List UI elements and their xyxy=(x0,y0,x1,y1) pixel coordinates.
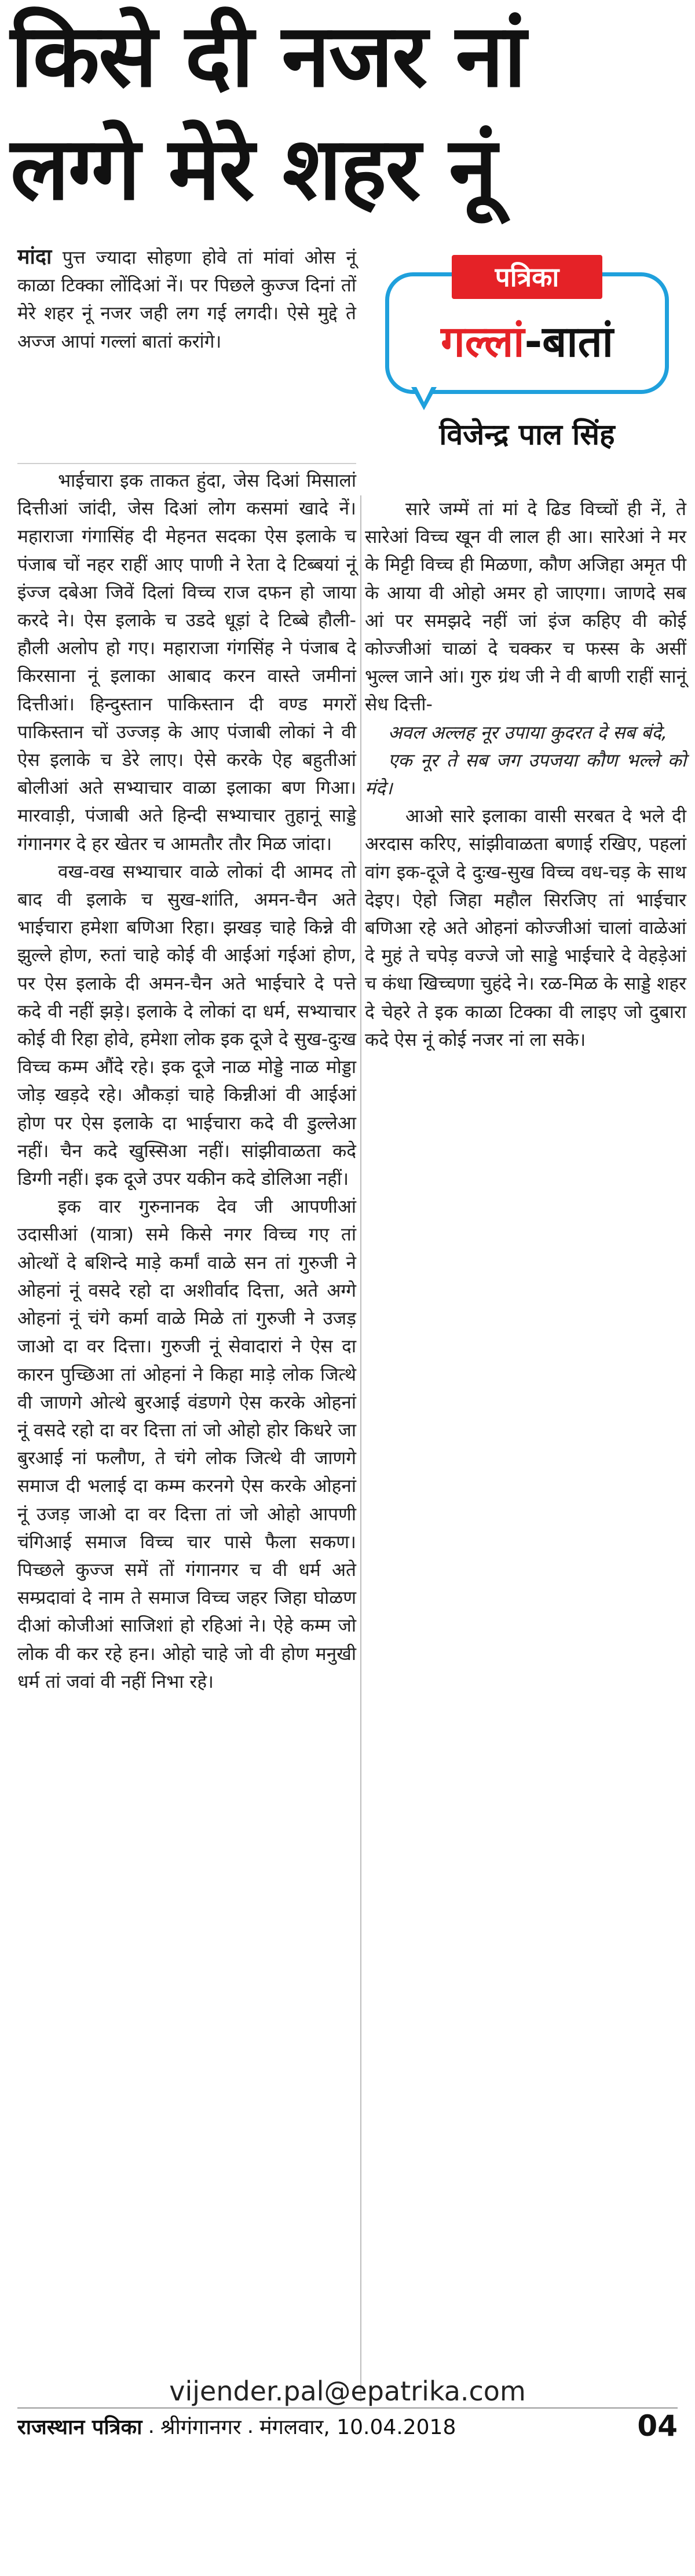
poem-line: अवल अल्लह नूर उपाया कुदरत दे सब बंदे, xyxy=(388,722,667,743)
column-title-part2: -बातां xyxy=(524,317,613,367)
footer-separator: . xyxy=(148,2414,155,2438)
author-byline: विजेन्द्र पाल सिंह xyxy=(439,418,615,451)
speech-bubble-tail-inner xyxy=(416,386,432,402)
article-column-right xyxy=(365,495,686,2396)
poem-line: एक नूर ते सब जग उपजया कौण भल्ले को मंदे। xyxy=(365,750,686,800)
column-divider xyxy=(360,495,361,2402)
intro-paragraph xyxy=(17,243,356,356)
article-paragraph: भाईचारा इक ताकत हुंदा, जेस दिआं मिसालां दित्तीआं जांदी, जेस दिआं लोग कसमां खादे नें। महाराजा गंगासिंह दी मेहनत सदका ऐस इलाके च पंजाब चों नहर राहीं आए पाणी ने रेता दे टिब्बयां नूं इंज्ज दबेआ जिवें दिलां विच्च राज दफन हो जाया करदे ने। ऐस इलाके च उडदे धूड़ां दे टिब्बे हौली-हौली अलोप हो गए। महाराजा गंगसिंह ने पंजाब दे किरसाना नूं इलाका आबाद करन वास्ते जमीनां दित्तीआं। हिन्दुस्तान पाकिस्तान दी वण्ड मगरों पाकिस्तान चों उज्जड़ के आए पंजाबी लोकां ने वी ऐस इलाके च डेरे लाए। ऐसे करके ऐह बहुतीआं बोलीआं अते सभ्याचार वाळा इलाका बण गिआ। मारवाड़ी, पंजाबी अते हिन्दी सभ्याचार तुहानूं साड्डे गंगानगर दे हर खेतर च आमतौर तौर मिळ जांदा। xyxy=(17,470,356,855)
footer-city: श्रीगंगानगर xyxy=(160,2415,242,2439)
footer-date: मंगलवार, 10.04.2018 xyxy=(259,2415,456,2439)
article-paragraph: आओ सारे इलाका वासी सरबत दे भले दी अरदास करिए, सांझीवाळता बणाई रखिए, पहलां वांग इक-दूजे दे दुःख-सुख विच्च वध-चड़ के साथ देइए। ऐहो जिहा महौल सिरजिए तां भाईचार बणिआ रहे अते ओहनां कोज्जीआं चालां वाळेआं दे मुहं ते चपेड़ वज्जे जो साड्डे भाईचारे दे वेहड़ेआं च कंधा खिच्चणा चुहंदे ने। रळ-मिळ के साड्डे शहर दे चेहरे ते इक काळा टिक्का वी लाइए जो दुबारा कदे ऐस नूं कोई नजर नां ला सके। xyxy=(365,806,686,1050)
article-paragraph: सारे जम्में तां मां दे ढिड विच्चों ही नें, ते सारेआं विच्च खून वी लाल ही आ। सारेआं ने मर के मिट्टी विच्च ही मिळणा, कौण अजिहा अमृत पी के आया वी ओहो अमर हो जाएगा। जाणदे सब आं पर समझदे नहीं जां इंज कहिए वी कोई कोज्जीआं चाळां दे चक्कर च फस्स के असीं भुल्ल जाने आं। गुरु ग्रंथ जी ने वी बाणी राहीं सानूं सेध दित्ती- xyxy=(365,499,686,716)
patrika-tag: पत्रिका xyxy=(452,255,602,299)
intro-text: पुत्त ज्यादा सोहणा होवे तां मांवां ओस नूं काळा टिक्का लोंदिआं नें। पर पिछले कुज्ज दिनां तों मेरे शहर नूं नजर जही लग गई लगदी। ऐसे मुद्दे ते अज्ज आपां गल्लां बातां करांगे। xyxy=(17,247,356,352)
article-intro xyxy=(17,243,356,461)
footer-separator: . xyxy=(247,2414,254,2438)
intro-dropcap: मांदा xyxy=(17,245,52,269)
column-header-box xyxy=(371,255,683,452)
page-footer xyxy=(17,2410,678,2442)
article-column-left xyxy=(17,467,356,2576)
column-title-part1: गल्लां xyxy=(441,317,525,367)
headline-line-1: किसे दी नजर नां xyxy=(10,6,525,107)
footer-rule xyxy=(17,2407,678,2409)
column-rule xyxy=(17,463,356,464)
footer-page-number: 04 xyxy=(637,2409,678,2443)
author-email: vijender.pal@epatrika.com xyxy=(169,2376,526,2407)
article-paragraph: इक वार गुरुनानक देव जी आपणीआं उदासीआं (यात्रा) समे किसे नगर विच्च गए तां ओत्थों दे बशिन्दे माड़े कर्मां वाळे सन तां गुरुजी ने ओहनां नूं वसदे रहो दा अशीर्वाद दित्ता, अते अग्गे ओहनां नूं चंगे कर्मा वाळे मिळे तां गुरुजी ने उजड़ जाओ दा वर दित्ता। गुरुजी नूं सेवादारां ने ऐस दा कारन पुच्छिआ तां ओहनां ने किहा माड़े लोक जित्थे वी जाणगे ओत्थे बुरआई वंडणगे ऐस करके ओहनां नूं वसदे रहो दा वर दित्ता तां जो ओहो होर किधरे जा बुरआई नां फलौण, ते चंगे लोक जित्थे वी जाणगे समाज दी भलाई दा कम्म करनगे ऐस करके ओहनां नूं उजड़ जाओ दा वर दित्ता तां जो ओहो आपणी चंगिआई समाज विच्च चार पासे फैला सकण। पिच्छले कुज्ज समें तों गंगानगर च वी धर्म अते सम्प्रदावां दे नाम ते समाज विच्च जहर जिहा घोळण दीआं कोजीआं साजिशां हो रहिआं ने। ऐहे कम्म जो लोक वी कर रहे हन। ओहो चाहे जो वी होण मनुखी धर्म तां जवां वी नहीं निभा रहे। xyxy=(17,1196,356,1692)
article-paragraph: वख-वख सभ्याचार वाळे लोकां दी आमद तो बाद वी इलाके च सुख-शांति, अमन-चैन अते भाईचारा हमेशा बणिआ रिहा। झखड़ चाहे किन्ने वी झुल्ले होण, रुतां चाहे कोई वी आईआं गईआं होण, पर ऐस इलाके दी अमन-चैन अते भाईचारे दे पत्ते कदे वी नहीं झड़े। इलाके दे लोकां दा धर्म, सभ्याचार कोई वी रिहा होवे, हमेशा लोक इक दूजे दे सुख-दुःख विच्च कम्म औंदे रहे। इक दूजे नाळ मोड्डे नाळ मोड्डा जोड़ खड़दे रहे। औकड़ां चाहे किन्नीआं वी आईआं होण पर ऐस इलाके दा भाईचारा कदे वी डुल्लेआ नहीं। चैन कदे खुस्सिआ नहीं। सांझीवाळता कदे डिग्गी नहीं। इक दूजे उपर यकीन कदे डोलिआ नहीं। xyxy=(17,861,356,1190)
column-title xyxy=(385,313,669,371)
footer-paper-name: राजस्थान पत्रिका xyxy=(17,2415,142,2439)
headline xyxy=(0,0,695,243)
headline-line-2: लग्गे मेरे शहर नूं xyxy=(10,119,496,220)
